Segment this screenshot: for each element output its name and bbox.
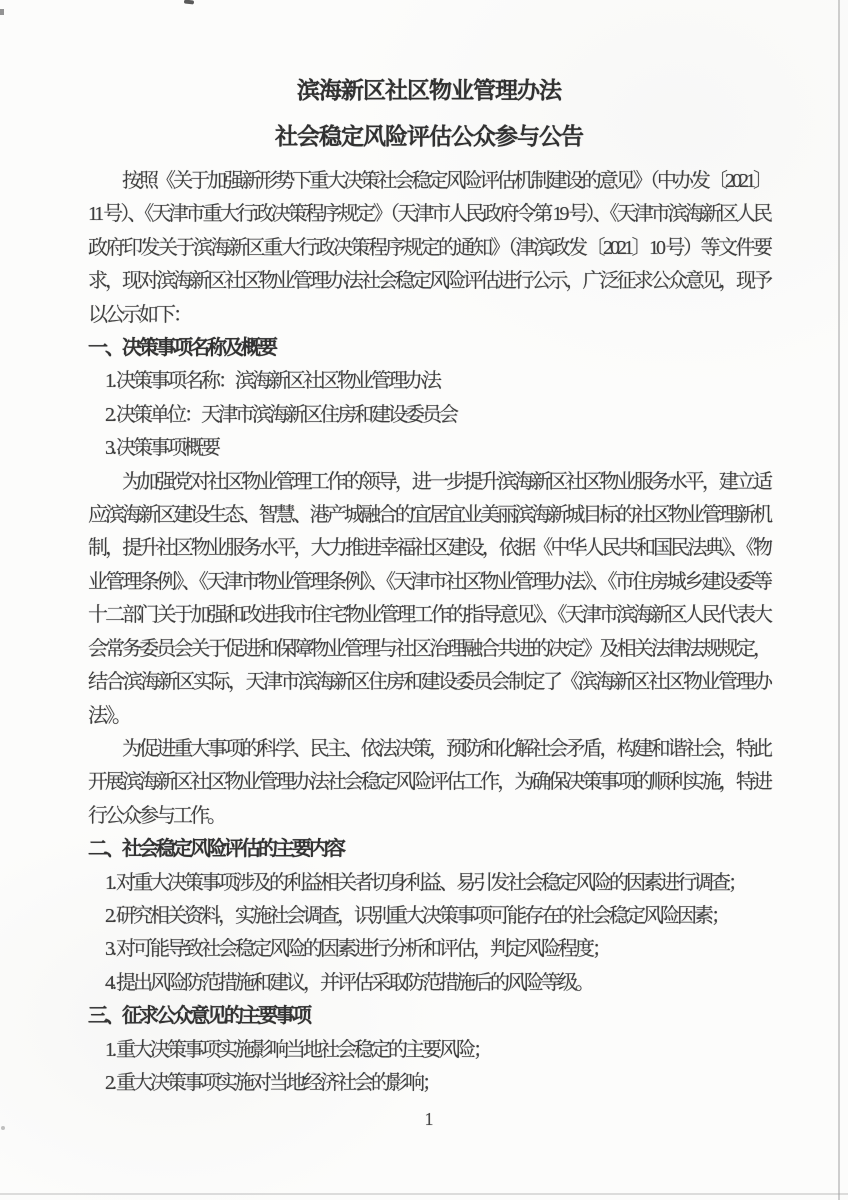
section-1-item-decision-name: 1. 决策事项名称：滨海新区社区物业管理办法	[105, 370, 439, 393]
summary-paragraph-2: 为促进重大事项的科学、民主、依法决策，预防和化解社会矛盾，构建和谐社会，特此开展滨海新区社区物业管理办法社会稳定风险评估工作，为确保决策事项的顺利实施，特进行公众参与工作。	[88, 737, 770, 827]
section-3-item-1: 1. 重大决策事项实施影响当地社会稳定的主要风险；	[105, 1038, 490, 1061]
section-1-heading: 一、决策事项名称及概要	[88, 337, 275, 360]
document-title	[88, 79, 770, 149]
section-2-heading: 二、社会稳定风险评估的主要内容	[88, 838, 343, 861]
section-1-item-decision-unit: 2. 决策单位：天津市滨海新区住房和建设委员会	[105, 403, 456, 426]
scan-edge-line-right	[838, 0, 840, 1200]
section-2-item-1: 1. 对重大决策事项涉及的利益相关者切身利益、易引发社会稳定风险的因素进行调查；	[105, 871, 745, 894]
section-2-item-3: 3. 对可能导致社会稳定风险的因素进行分析和评估，判定风险程度；	[105, 938, 609, 961]
title-line-2: 社会稳定风险评估公众参与公告	[275, 124, 583, 149]
ink-speck-left	[0, 9, 4, 15]
ink-speck-bottom-left	[1, 1126, 5, 1130]
section-3-heading: 三、征求公众意见的主要事项	[88, 1005, 309, 1028]
title-line-1: 滨海新区社区物业管理办法	[297, 78, 561, 103]
document-body	[88, 165, 770, 1100]
scan-edge-line-bottom	[0, 1193, 848, 1195]
summary-paragraph-1: 为加强党对社区物业管理工作的领导，进一步提升滨海新区社区物业服务水平，建立适应滨海新区建设生态、智慧、港产城融合的宜居宜业美丽滨海新城目标的社区物业管理新机制，提升社区物业服务水平，大力推进幸福社区建设，依据《中华人民共和国民法典》、《物业管理条例》、《天津市物业管理条例》、《天津市社区物业管理办法》、《市住房城乡建设委等十二部门关于加强和改进我市住宅物业管理工作的指导意见》、《天津市滨海新区人民代表大会常务委员会关于促进和保障物业管理与社区治理融合共进的决定》及相关法律法规规定，结合滨海新区实际，天津市滨海新区住房和建设委员会制定了《滨海新区社区物业管理办法》。	[88, 470, 770, 727]
section-2-item-2: 2. 研究相关资料，实施社会调查，识别重大决策事项可能存在的社会稳定风险因素；	[105, 904, 728, 927]
section-3-item-2: 2. 重大决策事项实施对当地经济社会的影响；	[105, 1071, 439, 1094]
page-number: 1	[424, 1109, 434, 1129]
section-2-item-4: 4. 提出风险防范措施和建议，并评估采取防范措施后的风险等级。	[105, 971, 592, 994]
section-1-item-decision-summary: 3. 决策事项概要	[105, 437, 218, 460]
intro-paragraph: 按照《关于加强新形势下重大决策社会稳定风险评估机制建设的意见》（中办发〔2021〕11 号）、《天津市重大行政决策程序规定》（天津市人民政府令第 19 号）、《天津市滨海新区人民政府印发关于滨海新区重大行政决策程序规定的通知》（津滨政发〔2021〕10 号）等文件要求，现对滨海新区社区物业管理办法社会稳定风险评估进行公示，广泛征求公众意见，现予以公示如下：	[88, 170, 770, 326]
ink-speck-top	[184, 0, 194, 5]
